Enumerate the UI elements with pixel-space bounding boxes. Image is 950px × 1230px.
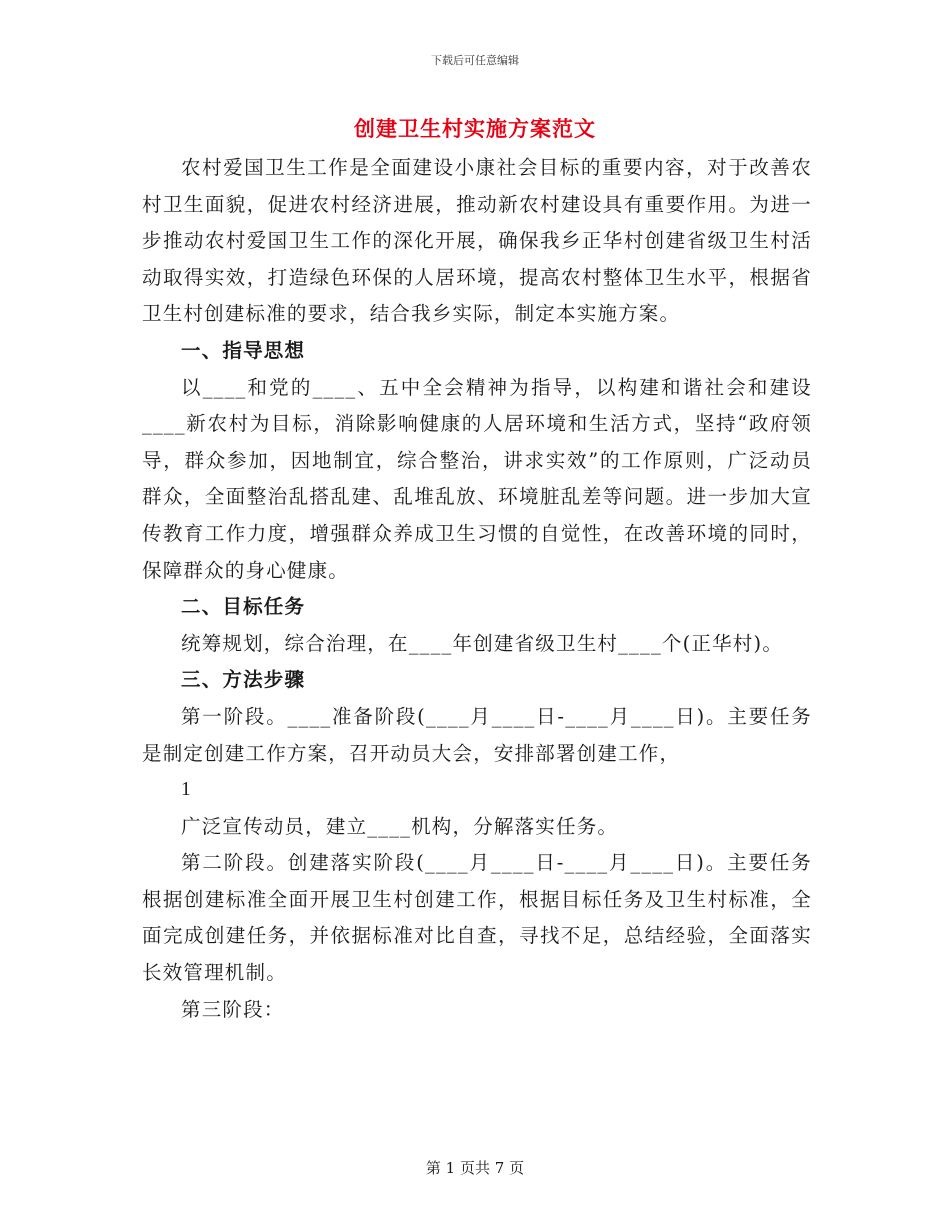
document-title: 创建卫生村实施方案范文 bbox=[354, 116, 596, 141]
inline-page-number: 1 bbox=[181, 779, 192, 801]
guiding-ideology-paragraph: 以____和党的____、五中全会精神为指导，以构建和谐社会和建设____新农村为目标，消除影响健康的人居环境和生活方式，坚持“政府领导，群众参加，因地制宜，综合整治，讲求实效”的工作原则，广泛动员群众，全面整治乱搭乱建、乱堆乱放、环境脏乱差等问题。进一步加大宣传教育工作力度，增强群众养成卫生习惯的自觉性，在改善环境的同时，保障群众的身心健康。 bbox=[142, 375, 812, 582]
section-heading-guiding-ideology: 一、指导思想 bbox=[181, 338, 306, 362]
section-heading-steps: 三、方法步骤 bbox=[181, 668, 306, 692]
document-body bbox=[142, 150, 812, 1028]
header-note: 下载后可任意编辑 bbox=[431, 54, 519, 67]
page-footer: 第 1 页共 7 页 bbox=[425, 1159, 525, 1177]
goals-paragraph: 统筹规划，综合治理，在____年创建省级卫生村____个(正华村)。 bbox=[181, 631, 784, 655]
stage-one-continued-paragraph: 广泛宣传动员，建立____机构，分解落实任务。 bbox=[181, 814, 619, 838]
section-heading-goals: 二、目标任务 bbox=[181, 595, 306, 619]
stage-three-paragraph: 第三阶段： bbox=[181, 997, 285, 1021]
intro-paragraph: 农村爱国卫生工作是全面建设小康社会目标的重要内容，对于改善农村卫生面貌，促进农村经济进展，推动新农村建设具有重要作用。为进一步推动农村爱国卫生工作的深化开展，确保我乡正华村创建省级卫生村活动取得实效，打造绿色环保的人居环境，提高农村整体卫生水平，根据省卫生村创建标准的要求，结合我乡实际，制定本实施方案。 bbox=[142, 156, 812, 326]
stage-two-paragraph: 第二阶段。创建落实阶段(____月____日-____月____日)。主要任务根据创建标准全面开展卫生村创建工作，根据目标任务及卫生村标准，全面完成创建任务，并依据标准对比自查，寻找不足，总结经验，全面落实长效管理机制。 bbox=[142, 851, 812, 985]
stage-one-paragraph: 第一阶段。____准备阶段(____月____日-____月____日)。主要任务是制定创建工作方案，召开动员大会，安排部署创建工作， bbox=[142, 704, 812, 765]
